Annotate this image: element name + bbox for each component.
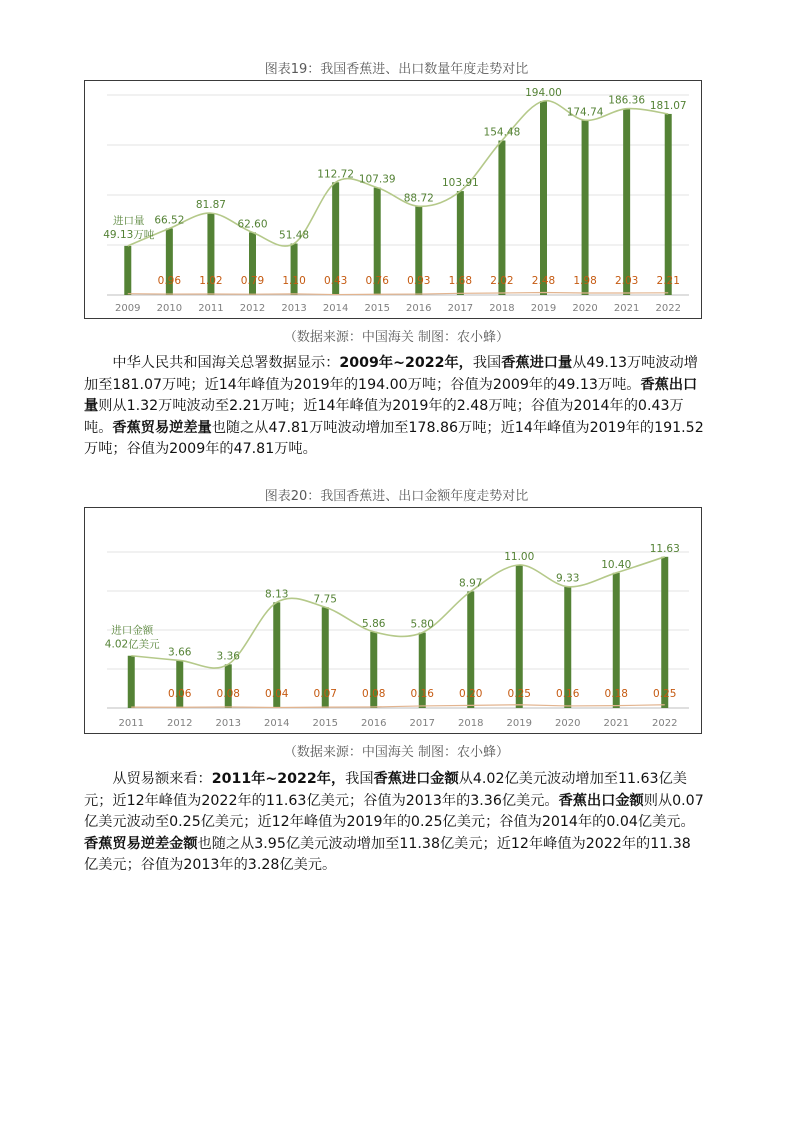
export-data-label: 0.04 — [265, 688, 289, 700]
bold-text: 2011年~2022年， — [211, 771, 346, 787]
chart-svg — [85, 81, 701, 318]
import-callout-label: 4.02亿美元 — [104, 638, 160, 651]
chart-source-20: （数据来源：中国海关 制图：农小蜂） — [283, 745, 510, 760]
export-data-label: 0.06 — [168, 688, 192, 700]
import-data-label: 3.66 — [168, 646, 192, 659]
import-data-label: 5.80 — [410, 618, 434, 631]
x-tick-label: 2016 — [406, 303, 432, 314]
export-data-label: 0.08 — [216, 688, 240, 700]
import-data-label: 66.52 — [154, 214, 185, 227]
text-run: 也随之从47.81万吨波动增加至178.86万吨；近14年峰值为2019年的191.52万吨；谷值为2009年的47.81万吨。 — [84, 419, 704, 457]
import-callout-label: 49.13万吨 — [103, 228, 155, 241]
import-bar — [498, 141, 505, 295]
import-data-label: 62.60 — [237, 218, 268, 231]
import-data-label: 3.36 — [216, 650, 240, 663]
export-data-label: 1.98 — [573, 275, 597, 287]
export-data-label: 2.03 — [614, 275, 639, 287]
export-data-label: 0.93 — [407, 275, 431, 287]
import-data-label: 154.48 — [483, 126, 521, 139]
x-tick-label: 2014 — [322, 303, 349, 314]
export-data-label: 1.68 — [448, 275, 473, 287]
x-tick-label: 2020 — [555, 718, 581, 729]
chart-source-19: （数据来源：中国海关 制图：农小蜂） — [283, 330, 510, 345]
bold-text: 香蕉进口量 — [501, 355, 573, 371]
x-tick-label: 2012 — [167, 718, 193, 729]
export-data-label: 0.16 — [556, 688, 580, 700]
chart-import-export-value — [84, 507, 702, 734]
import-bar — [124, 246, 131, 295]
import-bar — [623, 109, 630, 295]
export-data-label: 0.20 — [459, 688, 483, 700]
export-data-label: 0.08 — [362, 688, 386, 700]
import-data-label: 186.36 — [608, 94, 646, 107]
bold-text: 香蕉出口金额 — [558, 792, 644, 809]
export-data-label: 0.16 — [410, 688, 434, 700]
export-data-label: 0.43 — [323, 275, 348, 287]
x-tick-label: 2019 — [506, 718, 532, 729]
export-data-label: 2.21 — [656, 275, 680, 287]
x-tick-label: 2019 — [530, 303, 557, 314]
import-bar — [128, 656, 135, 708]
import-data-label: 8.97 — [459, 577, 483, 590]
export-data-label: 2.48 — [531, 275, 556, 287]
text-run: 从4.02亿美元波动增加至11.63亿美元；近12年峰值为2022年的11.63亿美元；谷值为2013年的3.36亿美元。 — [84, 771, 687, 809]
x-tick-label: 2014 — [264, 718, 290, 729]
paragraph-value — [84, 769, 704, 877]
import-callout-label: 进口量 — [113, 214, 145, 227]
x-tick-label: 2011 — [198, 303, 224, 314]
chart-svg — [85, 508, 701, 733]
import-data-label: 10.40 — [601, 558, 632, 571]
import-bar — [291, 244, 298, 295]
import-bar — [225, 664, 232, 708]
x-tick-label: 2021 — [603, 718, 629, 729]
import-data-label: 8.13 — [265, 588, 289, 601]
import-bar — [540, 101, 547, 295]
x-tick-label: 2012 — [239, 303, 266, 314]
import-data-label: 5.86 — [362, 617, 386, 630]
import-data-label: 11.00 — [504, 551, 535, 563]
import-bar — [516, 565, 523, 708]
export-data-label: 0.79 — [240, 275, 265, 287]
export-data-label: 0.18 — [604, 688, 628, 700]
import-data-label: 11.63 — [649, 542, 680, 555]
export-data-label: 0.76 — [365, 275, 389, 287]
x-tick-label: 2015 — [312, 718, 338, 729]
x-tick-label: 2011 — [118, 718, 144, 729]
export-trend-line — [131, 705, 665, 708]
x-tick-label: 2010 — [156, 303, 183, 314]
import-data-label: 107.39 — [358, 173, 396, 186]
x-tick-label: 2013 — [215, 718, 241, 729]
x-tick-label: 2017 — [409, 718, 435, 729]
text-run: 我国 — [472, 355, 502, 371]
import-bar — [176, 660, 183, 708]
text-run: 从贸易额来看： — [112, 771, 212, 787]
x-tick-label: 2009 — [115, 303, 141, 314]
x-tick-label: 2018 — [489, 303, 515, 314]
bold-text: 香蕉贸易逆差量 — [112, 419, 212, 436]
text-run: 则从0.07亿美元波动至0.25亿美元；近12年峰值为2019年的0.25亿美元；谷值为2014年的0.04亿美元。 — [84, 792, 704, 830]
chart-import-export-volume — [84, 80, 702, 319]
export-data-label: 0.25 — [507, 688, 531, 700]
bold-text: 香蕉进口金额 — [373, 771, 459, 787]
import-data-label: 194.00 — [525, 87, 562, 99]
export-data-label: 2.02 — [490, 275, 514, 287]
bold-text: 香蕉贸易逆差金额 — [84, 835, 198, 852]
import-bar — [665, 114, 672, 295]
import-data-label: 9.33 — [556, 572, 580, 585]
import-data-label: 181.07 — [649, 99, 687, 112]
x-tick-label: 2021 — [613, 303, 640, 314]
import-bar — [661, 557, 668, 708]
paragraph-volume — [84, 353, 704, 461]
export-data-label: 0.07 — [313, 688, 337, 700]
x-tick-label: 2018 — [458, 718, 484, 729]
import-callout-label: 进口金额 — [111, 624, 154, 637]
import-data-label: 81.87 — [195, 199, 226, 212]
bold-text: 2009年~2022年， — [339, 355, 473, 371]
chart-title-20: 图表20：我国香蕉进、出口金额年度走势对比 — [264, 489, 529, 504]
text-run: 中华人民共和国海关总署数据显示： — [112, 355, 340, 371]
x-tick-label: 2017 — [447, 303, 474, 314]
import-data-label: 112.72 — [317, 168, 355, 181]
bold-text: 香蕉出口量 — [84, 376, 698, 414]
x-tick-label: 2020 — [572, 303, 598, 314]
x-tick-label: 2022 — [655, 303, 681, 314]
import-data-label: 174.74 — [566, 106, 604, 119]
import-data-label: 88.72 — [403, 192, 434, 205]
x-tick-label: 2022 — [652, 718, 678, 729]
text-run: 我国 — [345, 771, 374, 787]
text-run: 则从1.32万吨波动至2.21万吨；近14年峰值为2019年的2.48万吨；谷值为2014年的0.43万吨。 — [84, 398, 684, 436]
x-tick-label: 2013 — [281, 303, 307, 314]
import-data-label: 7.75 — [313, 593, 337, 606]
export-data-label: 0.25 — [653, 688, 677, 700]
chart-title-19: 图表19：我国香蕉进、出口数量年度走势对比 — [264, 62, 529, 77]
export-data-label: 1.10 — [282, 275, 306, 287]
x-tick-label: 2015 — [364, 303, 390, 314]
import-data-label: 51.48 — [279, 229, 310, 242]
text-run: 从49.13万吨波动增加至181.07万吨；近14年峰值为2019年的194.00万吨；谷值为2009年的49.13万吨。 — [84, 355, 698, 393]
export-data-label: 1.02 — [199, 275, 223, 287]
import-bar — [582, 120, 589, 295]
export-data-label: 0.96 — [157, 275, 182, 287]
import-trend-line — [131, 557, 665, 668]
import-data-label: 103.91 — [441, 177, 479, 190]
x-tick-label: 2016 — [361, 718, 387, 729]
text-run: 也随之从3.95亿美元波动增加至11.38亿美元；近12年峰值为2022年的11.38亿美元；谷值为2013年的3.28亿美元。 — [84, 835, 691, 873]
